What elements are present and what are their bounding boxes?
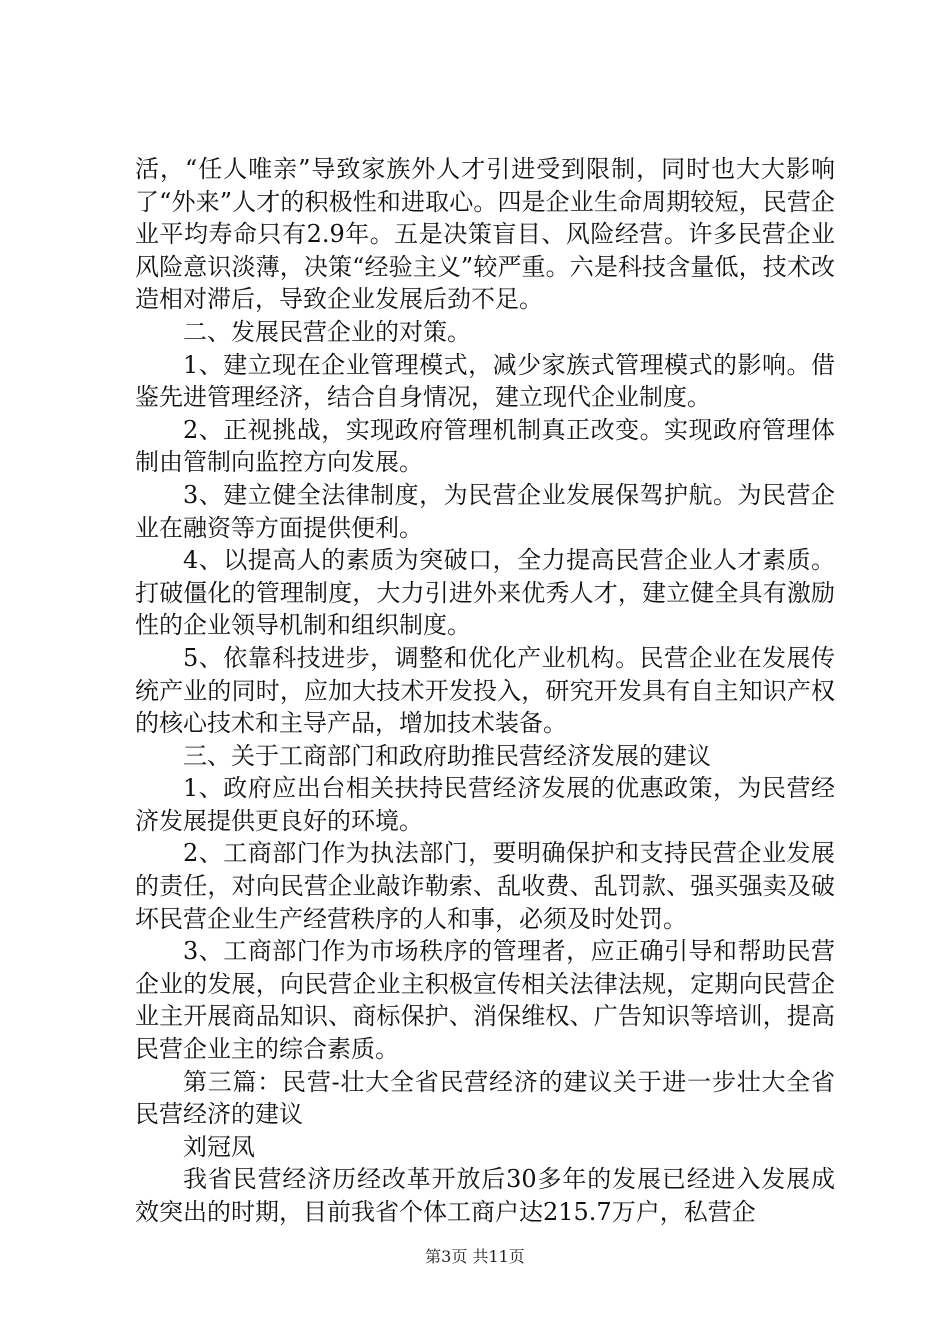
list-item-2-3: 3、建立健全法律制度，为民营企业发展保驾护航。为民营企业在融资等方面提供便利。	[135, 480, 835, 542]
list-item-2-5: 5、依靠科技进步，调整和优化产业机构。民营企业在发展传统产业的同时，应加大技术开发投入，研究开发具有自主知识产权的核心技术和主导产品，增加技术装备。	[135, 643, 835, 738]
document-body	[135, 153, 835, 1229]
list-item-2-2: 2、正视挑战，实现政府管理机制真正改变。实现政府管理体制由管制向监控方向发展。	[135, 415, 835, 477]
author-name: 刘冠凤	[183, 1132, 255, 1161]
page-number: 第3页 共11页	[425, 1247, 525, 1266]
list-item-3-3: 3、工商部门作为市场秩序的管理者，应正确引导和帮助民营企业的发展，向民营企业主积极宣传相关法律法规，定期向民营企业主开展商品知识、商标保护、消保维权、广告知识等培训，提高民营企业主的综合素质。	[135, 937, 835, 1064]
list-item-2-1: 1、建立现在企业管理模式，减少家族式管理模式的影响。借鉴先进管理经济，结合自身情况，建立现代企业制度。	[135, 350, 835, 412]
paragraph-intro: 我省民营经济历经改革开放后30多年的发展已经进入发展成效突出的时期，目前我省个体工商户达215.7万户，私营企	[135, 1165, 835, 1226]
section-heading-3: 三、关于工商部门和政府助推民营经济发展的建议	[183, 741, 711, 770]
page-footer	[0, 1244, 950, 1267]
paragraph-continuation: 活，“任人唯亲”导致家族外人才引进受到限制，同时也大大影响了“外来”人才的积极性和进取心。四是企业生命周期较短，民营企业平均寿命只有2.9年。五是决策盲目、风险经营。许多民营企业风险意识淡薄，决策“经验主义”较严重。六是科技含量低，技术改造相对滞后，导致企业发展后劲不足。	[135, 155, 835, 314]
article-title: 第三篇：民营-壮大全省民营经济的建议关于进一步壮大全省民营经济的建议	[135, 1067, 835, 1129]
section-heading-2: 二、发展民营企业的对策。	[183, 317, 471, 346]
list-item-3-1: 1、政府应出台相关扶持民营经济发展的优惠政策，为民营经济发展提供更良好的环境。	[135, 774, 835, 835]
list-item-3-2: 2、工商部门作为执法部门，要明确保护和支持民营企业发展的责任，对向民营企业敲诈勒索、乱收费、乱罚款、强买强卖及破坏民营企业生产经营秩序的人和事，必须及时处罚。	[135, 839, 835, 933]
list-item-2-4: 4、以提高人的素质为突破口，全力提高民营企业人才素质。打破僵化的管理制度，大力引进外来优秀人才，建立健全具有激励性的企业领导机制和组织制度。	[135, 546, 835, 640]
